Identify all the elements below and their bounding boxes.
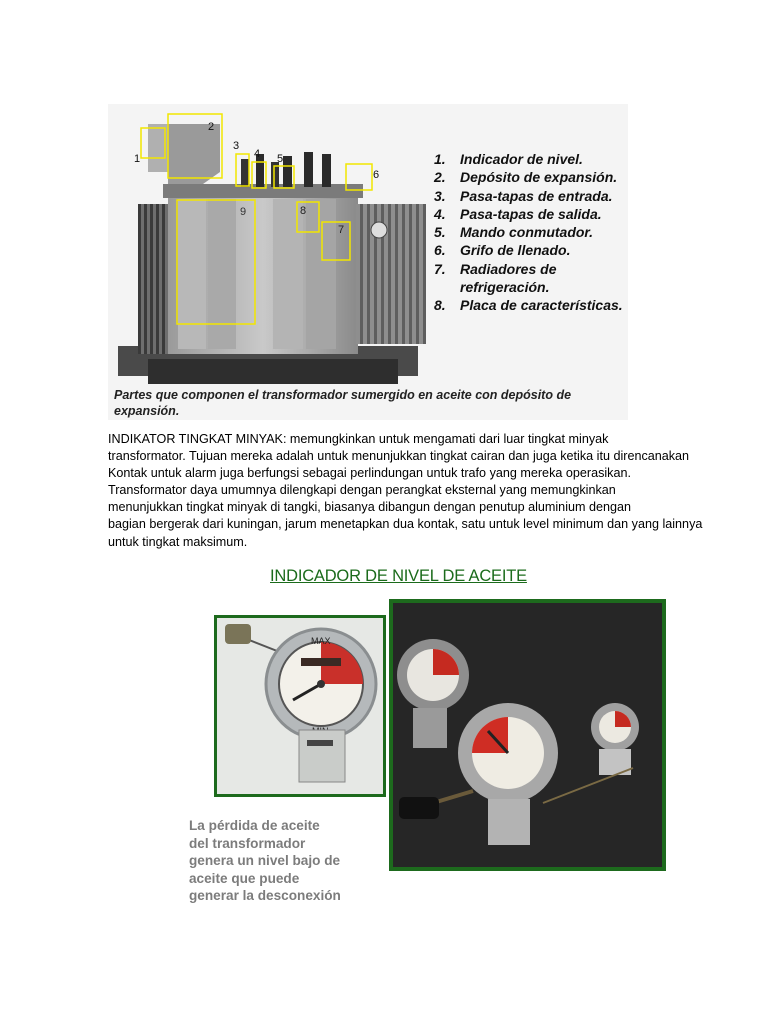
legend-item-6: 6. Grifo de llenado. [434, 242, 571, 259]
oil-gauge-illustration [217, 618, 383, 794]
transformer-figure [108, 104, 628, 420]
callout-8: 8 [300, 205, 307, 217]
figure-caption: Partes que componen el transformador sumergido en aceite con depósito de expansión. [114, 388, 572, 418]
callout-4: 4 [254, 148, 261, 160]
paragraph-line: INDIKATOR TINGKAT MINYAK: memungkinkan untuk mengamati dari luar tingkat minyak [108, 432, 609, 446]
oil-gauges-group-photo [389, 599, 666, 871]
oil-level-indicator-paragraph [108, 431, 758, 551]
parts-legend [434, 150, 628, 315]
note-line: genera un nivel bajo de [189, 853, 341, 868]
paragraph-line: menunjukkan tingkat minyak di tangki, biasanya dibangun dengan penutup aluminium dengan [108, 500, 632, 515]
legend-item-5: 5. Mando conmutador. [434, 224, 593, 241]
legend-item-8: 8. Placa de características. [434, 297, 623, 314]
note-line: La pérdida de aceite [189, 818, 320, 833]
note-line: aceite que puede [189, 870, 300, 886]
oil-loss-note [189, 817, 341, 905]
paragraph-line: transformator. Tujuan mereka adalah untuk menunjukkan tingkat cairan dan juga ketika itu direncanakan [108, 449, 690, 464]
legend-item-4: 4. Pasa-tapas de salida. [434, 205, 602, 222]
paragraph-line: Kontak untuk alarm juga berfungsi sebagai perlindungan untuk trafo yang mereka operasikan. [108, 466, 631, 481]
legend-item-2: 2. Depósito de expansión. [434, 169, 618, 186]
callout-9: 9 [240, 206, 247, 218]
legend-item-3: 3. Pasa-tapas de entrada. [434, 187, 613, 204]
paragraph-line: untuk tingkat maksimum. [108, 534, 248, 549]
legend-item-7: 7. Radiadores de refrigeración. [434, 260, 557, 296]
callout-5: 5 [277, 153, 284, 165]
paragraph-line: bagian bergerak dari kuningan, jarum menetapkan dua kontak, satu untuk level minimum dan yang lainnya [108, 517, 703, 532]
callout-3: 3 [233, 140, 240, 152]
callout-7: 7 [338, 224, 345, 236]
section-title: INDICADOR DE NIVEL DE ACEITE [270, 567, 527, 585]
callout-2: 2 [208, 121, 215, 133]
legend-item-1: 1. Indicador de nivel. [434, 151, 583, 167]
gauge-max-label: MAX [311, 636, 331, 646]
oil-gauges-group-illustration [393, 603, 662, 867]
callout-6: 6 [373, 169, 380, 181]
oil-gauge-photo [214, 615, 386, 797]
paragraph-line: Transformator daya umumnya dilengkapi dengan perangkat eksternal yang memungkinkan [108, 483, 616, 498]
callout-1: 1 [134, 153, 141, 165]
note-line: generar la desconexión [189, 888, 341, 903]
note-line: del transformador [189, 835, 306, 851]
